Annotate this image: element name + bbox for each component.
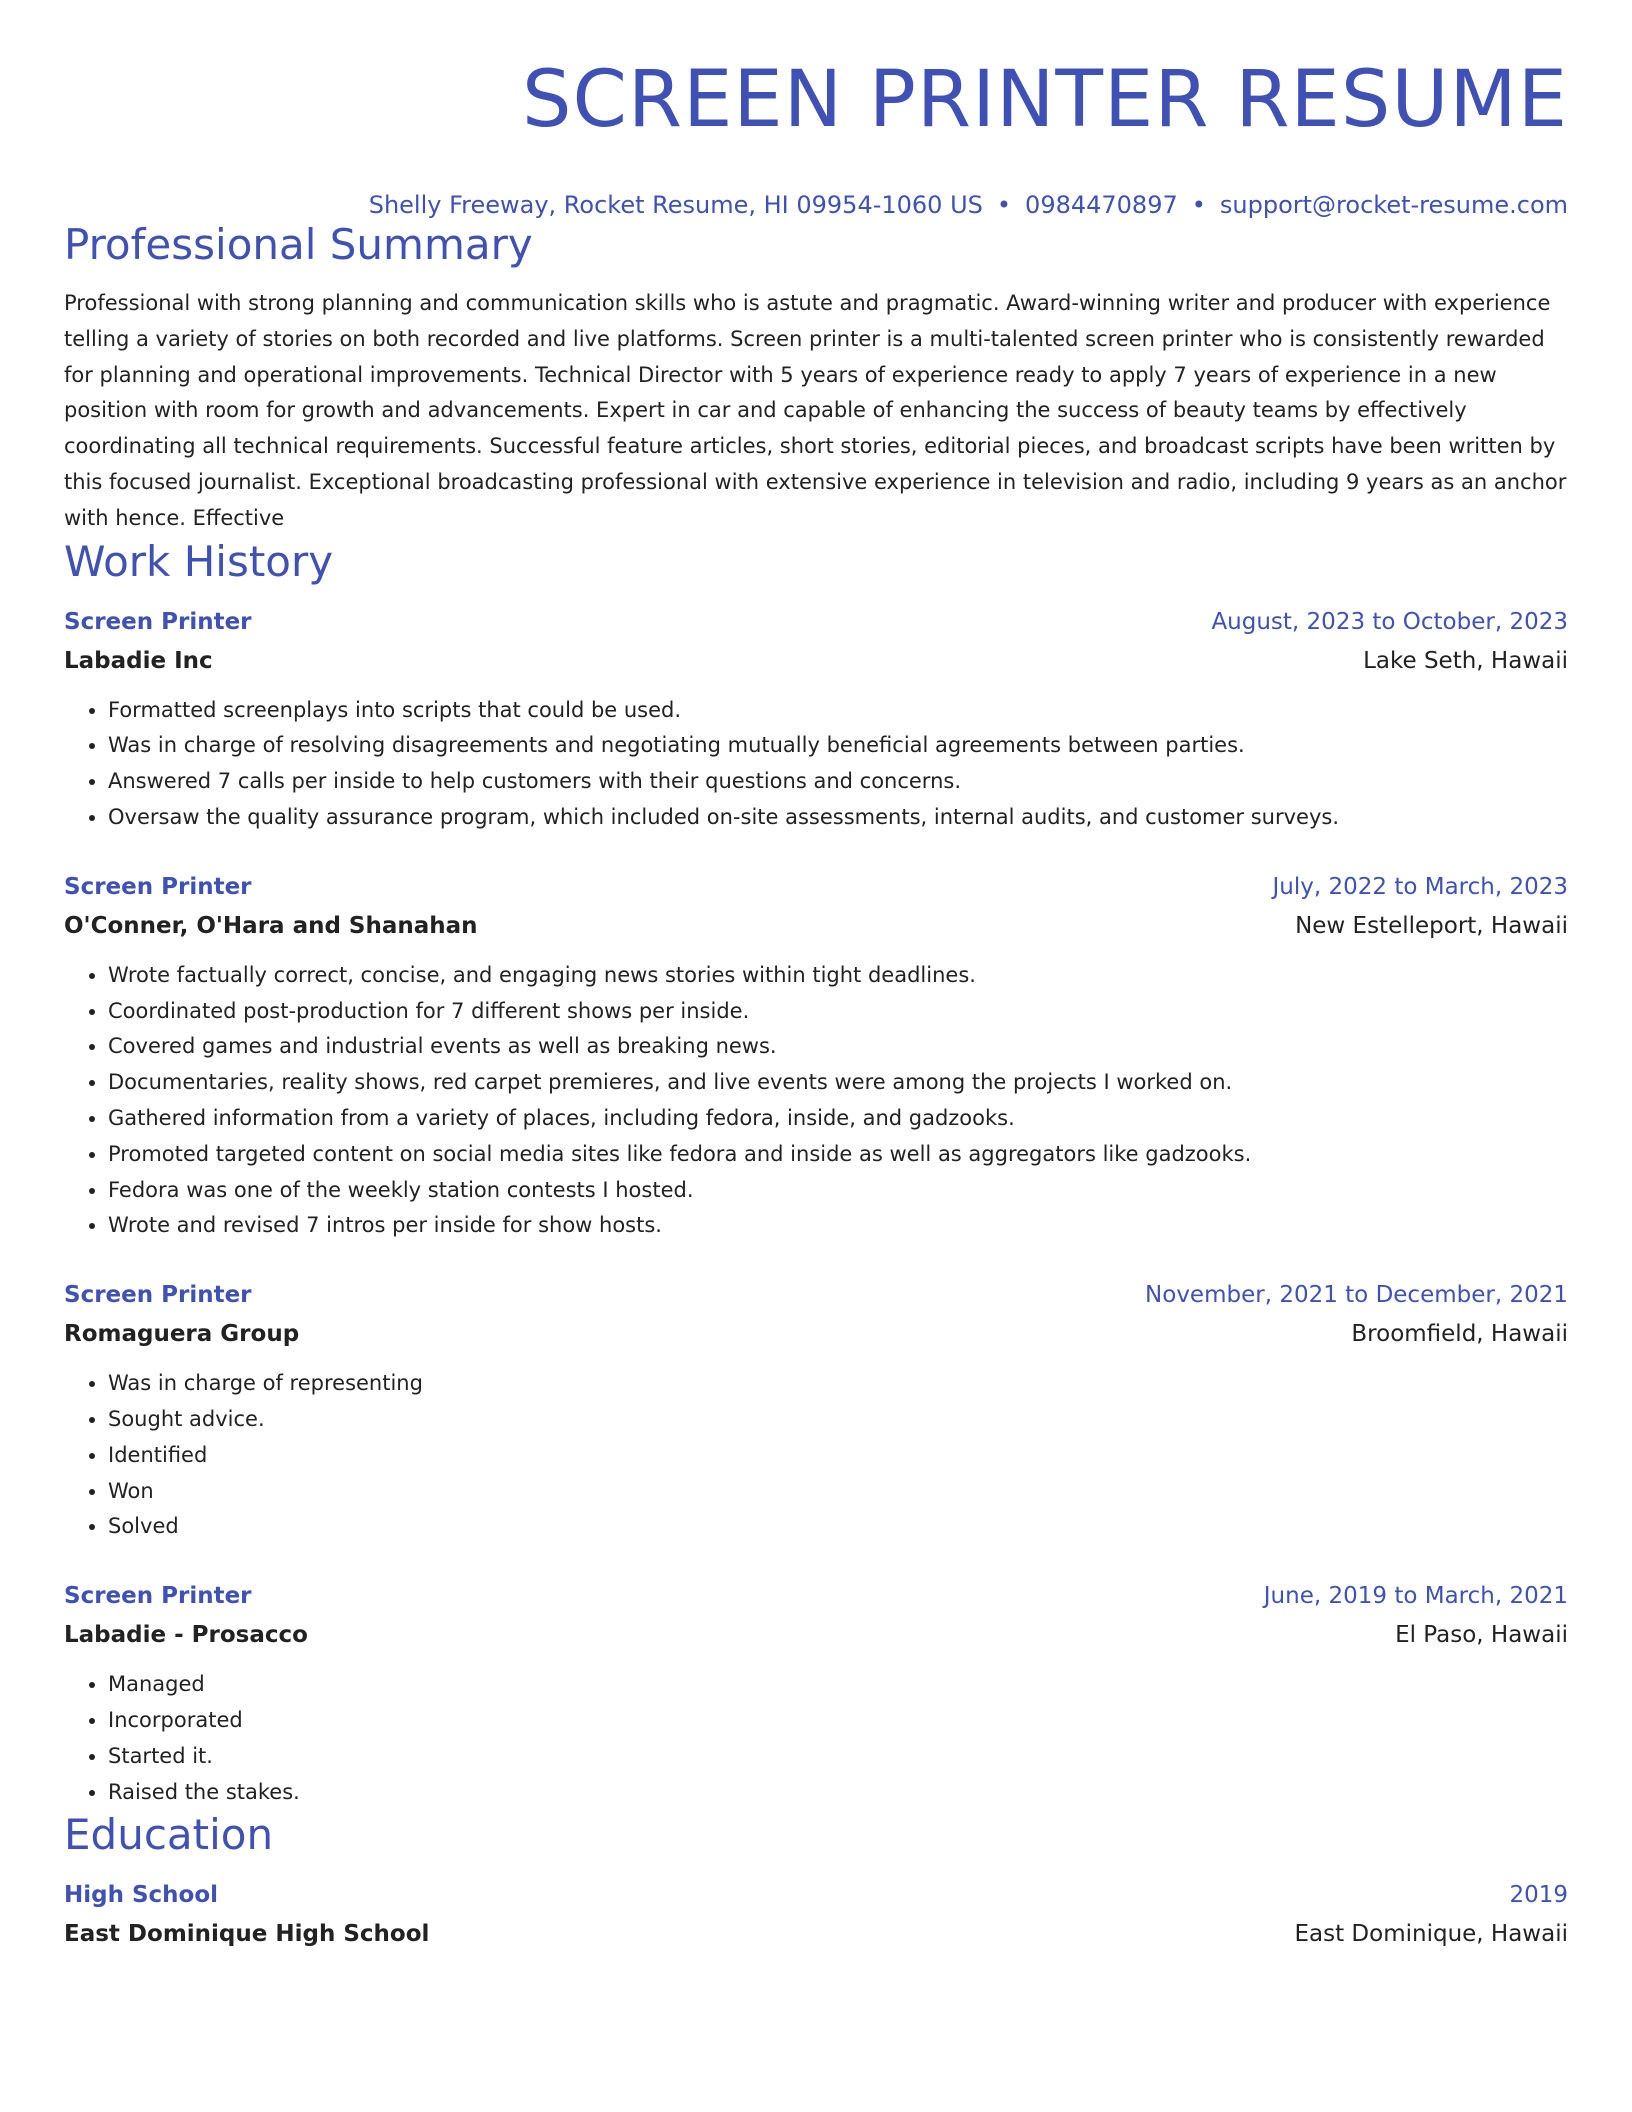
job-role: Screen Printer xyxy=(64,1583,252,1610)
job-location: Lake Seth, Hawaii xyxy=(1363,647,1568,674)
job-role: Screen Printer xyxy=(64,608,252,635)
job-title-row xyxy=(64,603,1568,641)
job-title-row xyxy=(64,868,1568,906)
job-bullets xyxy=(64,1366,1568,1545)
job-bullet: • Answered 7 calls per inside to help customers with their questions and concerns. xyxy=(108,764,1568,800)
job-bullet: • Raised the stakes. xyxy=(108,1775,1568,1811)
job-company: Labadie - Prosacco xyxy=(64,1622,308,1649)
job-bullet: • Oversaw the quality assurance program, which included on-site assessments, internal audits, and customer surveys. xyxy=(108,800,1568,836)
job-bullet: • Covered games and industrial events as well as breaking news. xyxy=(108,1029,1568,1065)
job-entry xyxy=(64,1577,1568,1810)
job-bullet: • Documentaries, reality shows, red carpet premieres, and live events were among the projects I worked on. xyxy=(108,1065,1568,1101)
job-title-row xyxy=(64,1276,1568,1314)
job-entry xyxy=(64,603,1568,836)
job-bullet: • Promoted targeted content on social media sites like fedora and inside as well as aggregators like gadzooks. xyxy=(108,1137,1568,1173)
job-bullets xyxy=(64,1667,1568,1810)
contact-address: Shelly Freeway, Rocket Resume, HI 09954-1060 US xyxy=(368,191,983,219)
resume-title: SCREEN PRINTER RESUME xyxy=(521,55,1568,145)
education-entry xyxy=(64,1876,1568,1954)
job-role: Screen Printer xyxy=(64,1282,252,1309)
job-company-row xyxy=(64,906,1568,946)
job-bullet: • Started it. xyxy=(108,1739,1568,1775)
job-entry xyxy=(64,868,1568,1244)
job-bullet: • Was in charge of representing xyxy=(108,1366,1568,1402)
job-bullets xyxy=(64,958,1568,1244)
summary-section xyxy=(64,220,1568,537)
job-company-row xyxy=(64,1615,1568,1655)
job-dates: June, 2019 to March, 2021 xyxy=(1263,1583,1568,1610)
job-location: El Paso, Hawaii xyxy=(1395,1622,1568,1649)
education-heading: Education xyxy=(64,1810,274,1860)
job-dates: November, 2021 to December, 2021 xyxy=(1145,1282,1568,1309)
job-company-row xyxy=(64,641,1568,681)
contact-phone: 0984470897 xyxy=(1025,191,1178,219)
education-school: East Dominique High School xyxy=(64,1921,430,1948)
job-bullet: • Managed xyxy=(108,1667,1568,1703)
job-bullet: • Gathered information from a variety of places, including fedora, inside, and gadzooks. xyxy=(108,1101,1568,1137)
job-bullet: • Coordinated post-production for 7 different shows per inside. xyxy=(108,994,1568,1030)
job-bullet: • Identified xyxy=(108,1438,1568,1474)
job-dates: August, 2023 to October, 2023 xyxy=(1211,608,1568,635)
job-company: Labadie Inc xyxy=(64,647,213,674)
job-location: Broomfield, Hawaii xyxy=(1351,1321,1568,1348)
job-bullets xyxy=(64,693,1568,836)
job-bullet: • Won xyxy=(108,1474,1568,1510)
job-bullet: • Formatted screenplays into scripts that could be used. xyxy=(108,693,1568,729)
education-degree-row xyxy=(64,1876,1568,1914)
job-bullet: • Sought advice. xyxy=(108,1402,1568,1438)
job-role: Screen Printer xyxy=(64,873,252,900)
work-history-section xyxy=(64,537,1568,1811)
job-bullet: • Fedora was one of the weekly station contests I hosted. xyxy=(108,1173,1568,1209)
job-bullet: • Incorporated xyxy=(108,1703,1568,1739)
job-dates: July, 2022 to March, 2023 xyxy=(1272,873,1568,900)
summary-heading: Professional Summary xyxy=(64,220,533,269)
education-school-row xyxy=(64,1914,1568,1954)
education-degree: High School xyxy=(64,1882,219,1909)
contact-line xyxy=(64,190,1568,220)
job-company-row xyxy=(64,1314,1568,1354)
work-history-heading: Work History xyxy=(64,536,334,586)
summary-text: Professional with strong planning and communication skills who is astute and pragmatic. Award-winning writer and producer with experience telling a variety of stories on both recorded and live platforms. Screen printer is a multi-talented screen printer who is consistently rewarded for planning and operational improvements. Technical Director with 5 years of experience ready to apply 7 years of experience in a new position with room for growth and advancements. Expert in car and capable of enhancing the success of beauty teams by effectively coordinating all technical requirements. Successful feature articles, short stories, editorial pieces, and broadcast scripts have been written by this focused journalist. Exceptional broadcasting professional with extensive experience in television and radio, including 9 years as an anchor with hence. Effective xyxy=(64,291,1567,530)
job-location: New Estelleport, Hawaii xyxy=(1295,912,1568,939)
job-bullet: • Was in charge of resolving disagreements and negotiating mutually beneficial agreements between parties. xyxy=(108,728,1568,764)
education-year: 2019 xyxy=(1509,1882,1568,1909)
contact-separator: • xyxy=(996,191,1012,219)
job-entry xyxy=(64,1276,1568,1545)
job-title-row xyxy=(64,1577,1568,1615)
education-location: East Dominique, Hawaii xyxy=(1294,1921,1568,1948)
contact-separator: • xyxy=(1191,191,1206,219)
job-bullet: • Solved xyxy=(108,1509,1568,1545)
education-section xyxy=(64,1810,1568,1954)
job-bullet: • Wrote factually correct, concise, and engaging news stories within tight deadlines. xyxy=(108,958,1568,994)
job-company: O'Conner, O'Hara and Shanahan xyxy=(64,912,478,939)
job-bullet: • Wrote and revised 7 intros per inside for show hosts. xyxy=(108,1208,1568,1244)
contact-email: support@rocket-resume.com xyxy=(1219,191,1568,219)
job-company: Romaguera Group xyxy=(64,1321,300,1348)
resume-header xyxy=(64,0,1568,220)
